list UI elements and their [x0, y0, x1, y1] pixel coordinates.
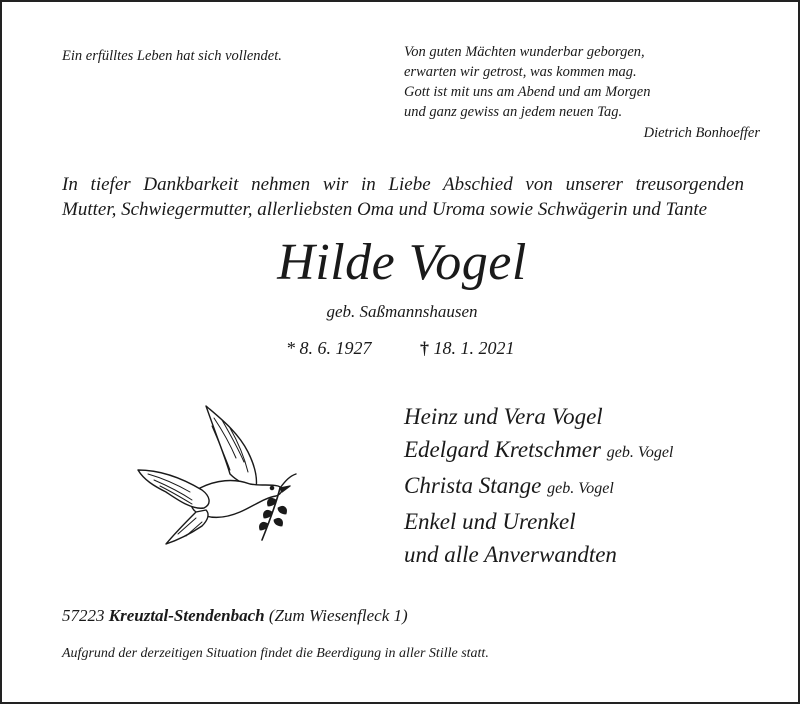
maiden-name: geb. Saßmannshausen	[326, 302, 478, 321]
address-zip: 57223	[62, 606, 105, 625]
intro-text	[62, 172, 744, 222]
cross-icon: †	[420, 338, 429, 358]
poem	[404, 42, 760, 143]
address-town: Kreuztal-Stendenbach	[108, 606, 265, 625]
poem-author: Dietrich Bonhoeffer	[643, 125, 760, 141]
mourner-name: Edelgard Kretschmer	[404, 437, 601, 462]
poem-line: und ganz gewiss an jedem neuen Tag.	[404, 104, 623, 120]
dove-with-olive-branch-icon	[130, 400, 300, 552]
address	[62, 606, 408, 626]
mourner-nee: geb. Vogel	[606, 444, 674, 461]
mourner-name: Christa Stange	[404, 473, 542, 498]
motto-text: Ein erfülltes Leben hat sich vollendet.	[62, 48, 282, 64]
birth-date	[286, 338, 372, 359]
birth-date-value: 8. 6. 1927	[299, 338, 372, 358]
death-date	[420, 338, 515, 359]
mourner-nee: geb. Vogel	[547, 480, 614, 497]
mourner-line	[404, 400, 673, 433]
mourner-name: Heinz und Vera Vogel	[404, 404, 603, 429]
mourner-line	[404, 538, 673, 571]
funeral-notice: Aufgrund der derzeitigen Situation findet die Beerdigung in aller Stille statt.	[62, 646, 489, 661]
birth-symbol: *	[286, 338, 295, 358]
poem-line: erwarten wir getrost, was kommen mag.	[404, 64, 637, 80]
mourner-line	[404, 433, 673, 469]
mourners-list	[404, 400, 673, 571]
intro-line-2: Mutter, Schwiegermutter, allerliebsten Oma und Uroma sowie Schwägerin und Tante	[62, 199, 708, 220]
mourner-line	[404, 505, 673, 538]
poem-line: Gott ist mit uns am Abend und am Morgen	[404, 84, 651, 100]
poem-line: Von guten Mächten wunderbar geborgen,	[404, 44, 645, 60]
deceased-name: Hilde Vogel	[277, 234, 527, 291]
mourner-name: und alle Anverwandten	[404, 542, 617, 567]
mourner-line	[404, 469, 673, 505]
death-date-value: 18. 1. 2021	[433, 338, 515, 358]
mourner-name: Enkel und Urenkel	[404, 509, 576, 534]
intro-line-1: In tiefer Dankbarkeit nehmen wir in Liebe Abschied von unserer treusorgenden	[62, 174, 744, 195]
address-street: (Zum Wiesenfleck 1)	[268, 606, 408, 625]
